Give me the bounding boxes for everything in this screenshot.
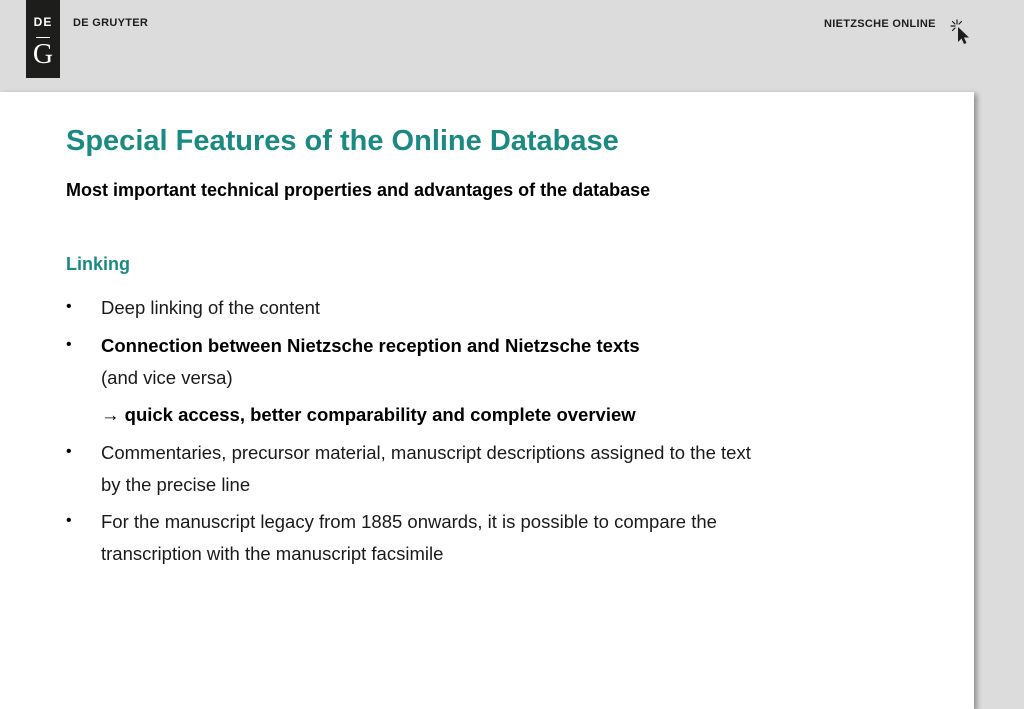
header: [0, 0, 1024, 92]
list-item: Deep linking of the content: [101, 297, 321, 318]
de-gruyter-logo: [26, 0, 60, 78]
list-item-continuation: transcription with the manuscript facsimile: [101, 543, 444, 564]
result-text: quick access, better comparability and complete overview: [124, 404, 636, 425]
bullet-2: •: [66, 336, 72, 353]
publisher-name: DE GRUYTER: [73, 17, 149, 29]
logo-g-text: G: [32, 39, 54, 70]
bullet-3: •: [66, 443, 72, 460]
logo-rule: [36, 37, 50, 38]
list-item: Connection between Nietzsche reception and Nietzsche texts: [101, 335, 640, 356]
list-item: For the manuscript legacy from 1885 onwards, it is possible to compare the: [101, 511, 717, 532]
page-subtitle: Most important technical properties and advantages of the database: [66, 180, 651, 200]
logo-de-text: DE: [33, 15, 53, 29]
slide: [0, 92, 974, 709]
list-item: Commentaries, precursor material, manuscript descriptions assigned to the text: [101, 442, 751, 463]
bullet-1: •: [66, 298, 72, 315]
product-name: NIETZSCHE ONLINE: [824, 18, 936, 30]
page-title: Special Features of the Online Database: [66, 125, 619, 157]
cursor-sparkle-icon: [949, 19, 973, 47]
bullet-4: •: [66, 512, 72, 529]
arrow-icon: →: [101, 404, 120, 425]
section-heading: Linking: [66, 254, 130, 274]
list-item-result: [101, 404, 636, 426]
list-item-continuation: (and vice versa): [101, 367, 233, 388]
list-item-continuation: by the precise line: [101, 474, 251, 495]
